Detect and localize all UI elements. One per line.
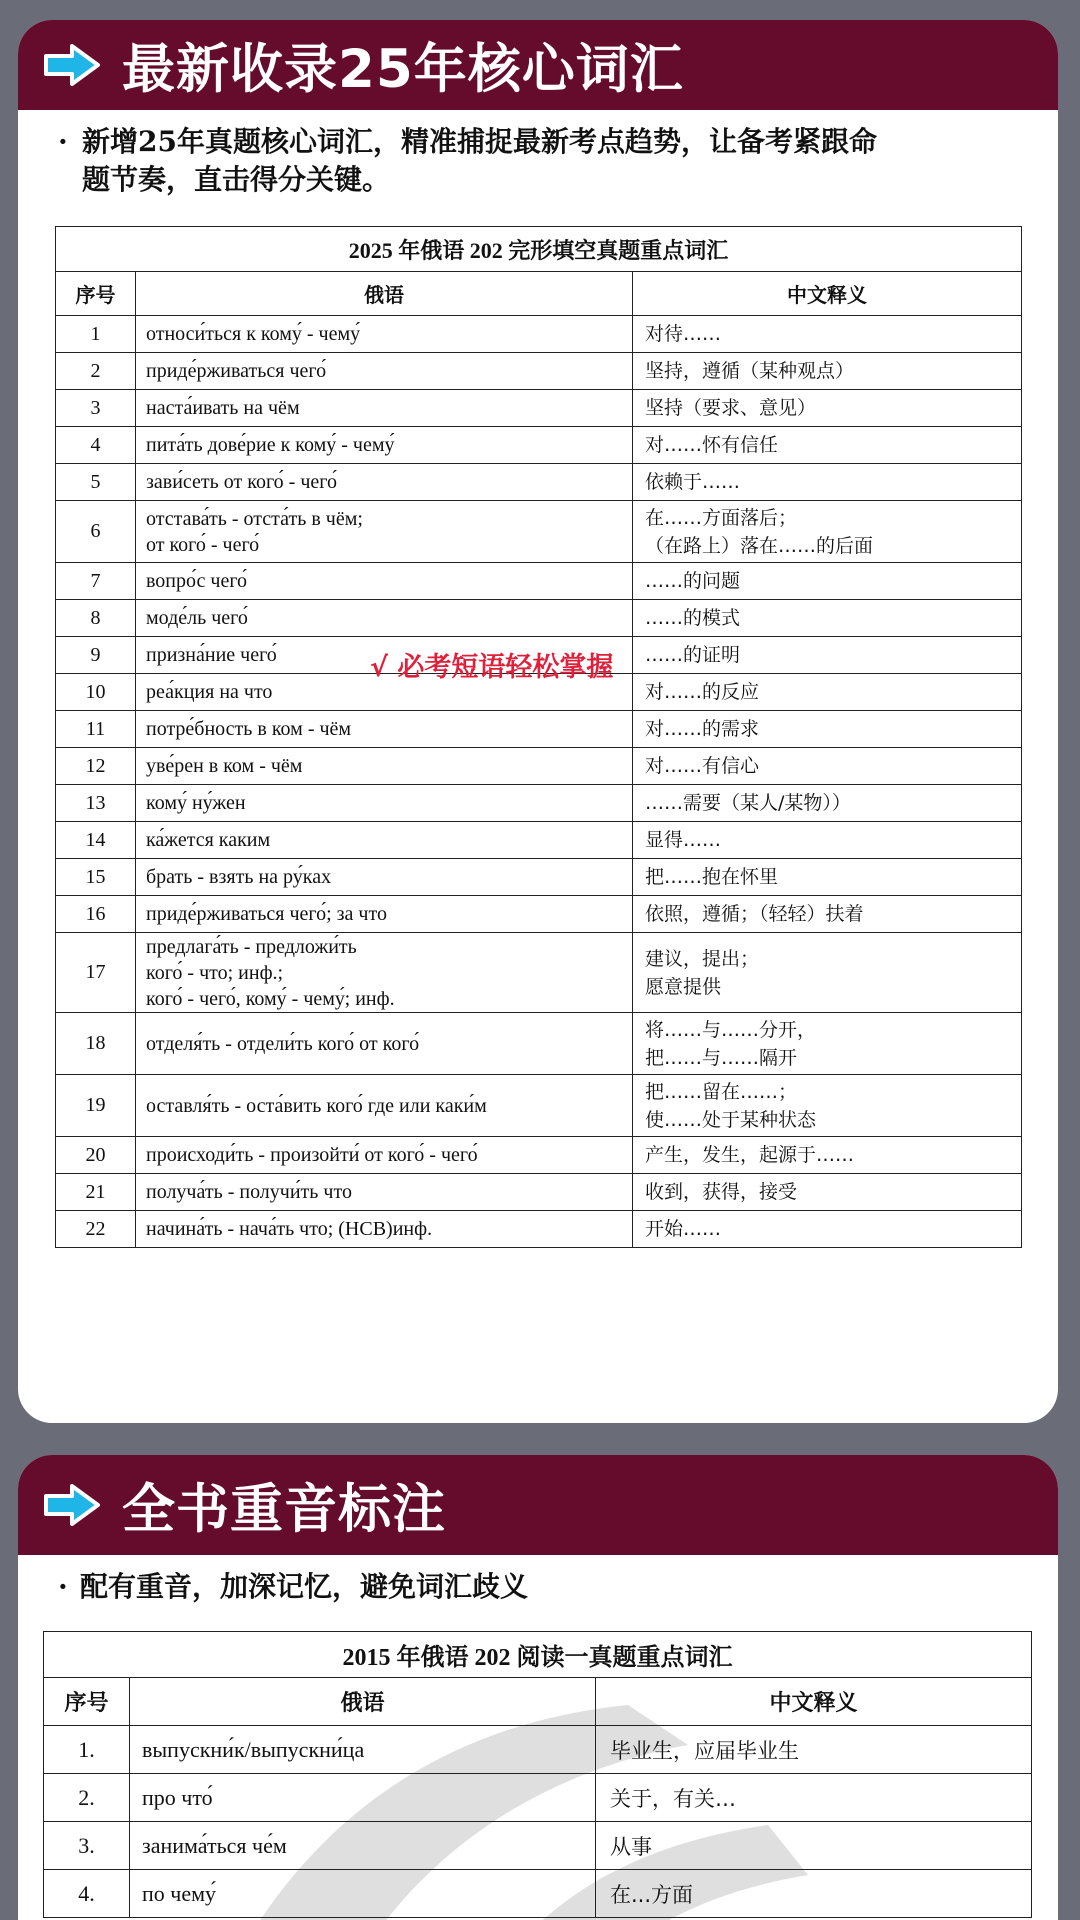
chinese-meaning: 坚持（要求、意见）	[633, 390, 1022, 427]
section-card-core-vocab	[18, 20, 1058, 1423]
row-number: 19	[56, 1075, 136, 1137]
row-number: 10	[56, 674, 136, 711]
row-number: 14	[56, 822, 136, 859]
table-row	[56, 563, 1022, 600]
russian-term: приде́рживаться чего́; за что	[136, 896, 633, 933]
chinese-meaning: 依照，遵循；（轻轻）扶着	[633, 896, 1022, 933]
chinese-meaning: 对待……	[633, 316, 1022, 353]
row-number: 4.	[44, 1870, 130, 1918]
chinese-meaning: 关于，有关…	[596, 1774, 1032, 1822]
russian-term: оставля́ть - оста́вить кого́ где или каки́м	[136, 1075, 633, 1137]
vocab-table-2015	[43, 1631, 1032, 1918]
russian-term: брать - взять на ру́ках	[136, 859, 633, 896]
table-row	[56, 390, 1022, 427]
section-lead-text	[58, 1568, 1018, 1606]
russian-term: выпускни́к/выпускни́ца	[130, 1726, 596, 1774]
section-title: 全书重音标注	[122, 1479, 446, 1540]
row-number: 8	[56, 600, 136, 637]
row-number: 20	[56, 1137, 136, 1174]
chinese-meaning: 依赖于……	[633, 464, 1022, 501]
lead-line: 新增25年真题核心词汇，精准捕捉最新考点趋势，让备考紧跟命	[82, 125, 877, 158]
russian-term: призна́ние чего́	[136, 637, 633, 674]
table-row	[44, 1870, 1032, 1918]
row-number: 17	[56, 933, 136, 1013]
chinese-meaning: ……的证明	[633, 637, 1022, 674]
chinese-meaning: 开始……	[633, 1211, 1022, 1248]
table-body	[56, 316, 1022, 1248]
bullet-mark: ·	[58, 125, 68, 158]
russian-term: приде́рживаться чего́	[136, 353, 633, 390]
column-header-number: 序号	[56, 272, 136, 316]
chinese-meaning: 把……留在……； 使……处于某种状态	[633, 1075, 1022, 1137]
table-row	[56, 427, 1022, 464]
column-header-russian: 俄语	[130, 1678, 596, 1726]
table-row	[56, 896, 1022, 933]
row-number: 12	[56, 748, 136, 785]
chinese-meaning: 产生，发生，起源于……	[633, 1137, 1022, 1174]
table-row	[56, 501, 1022, 563]
chinese-meaning: 把……抱在怀里	[633, 859, 1022, 896]
vocab-table-2025	[55, 226, 1022, 1248]
row-number: 1.	[44, 1726, 130, 1774]
russian-term: относи́ться к кому́ - чему́	[136, 316, 633, 353]
chinese-meaning: 对……怀有信任	[633, 427, 1022, 464]
chinese-meaning: 在...方面	[596, 1870, 1032, 1918]
russian-term: зави́сеть от кого́ - чего́	[136, 464, 633, 501]
row-number: 2	[56, 353, 136, 390]
column-header-russian: 俄语	[136, 272, 633, 316]
table-row	[44, 1774, 1032, 1822]
table-row	[56, 1075, 1022, 1137]
row-number: 3.	[44, 1822, 130, 1870]
chinese-meaning: 建议，提出； 愿意提供	[633, 933, 1022, 1013]
highlight-stamp: √ 必考短语轻松掌握	[370, 652, 614, 683]
russian-term: кому́ ну́жен	[136, 785, 633, 822]
chinese-meaning: 显得……	[633, 822, 1022, 859]
table-row	[56, 1211, 1022, 1248]
table-caption: 2015 年俄语 202 阅读一真题重点词汇	[44, 1632, 1032, 1678]
row-number: 7	[56, 563, 136, 600]
table-row	[44, 1726, 1032, 1774]
chinese-meaning: 从事	[596, 1822, 1032, 1870]
russian-term: вопро́с чего́	[136, 563, 633, 600]
lead-line: 题节奏，直击得分关键。	[82, 163, 391, 196]
lead-line: 配有重音，加深记忆，避免词汇歧义	[80, 1570, 529, 1603]
section-lead-text	[58, 123, 1018, 199]
table-row	[56, 1137, 1022, 1174]
row-number: 16	[56, 896, 136, 933]
bullet-mark: ·	[58, 1570, 68, 1603]
table-row	[56, 353, 1022, 390]
russian-term: происходи́ть - произойти́ от кого́ - чего́	[136, 1137, 633, 1174]
russian-term: отделя́ть - отдели́ть кого́ от кого́	[136, 1013, 633, 1075]
row-number: 15	[56, 859, 136, 896]
russian-term: отстава́ть - отста́ть в чём; от кого́ - чего́	[136, 501, 633, 563]
chinese-meaning: 坚持，遵循（某种观点）	[633, 353, 1022, 390]
row-number: 21	[56, 1174, 136, 1211]
table-row	[56, 711, 1022, 748]
row-number: 6	[56, 501, 136, 563]
section-card-stress-marks	[18, 1455, 1058, 1920]
chinese-meaning: 毕业生，应届毕业生	[596, 1726, 1032, 1774]
table-row	[56, 785, 1022, 822]
russian-term: про что́	[130, 1774, 596, 1822]
table-row	[56, 859, 1022, 896]
russian-term: пита́ть дове́рие к кому́ - чему́	[136, 427, 633, 464]
row-number: 4	[56, 427, 136, 464]
column-header-chinese: 中文释义	[633, 272, 1022, 316]
row-number: 3	[56, 390, 136, 427]
arrow-right-icon	[42, 42, 102, 88]
table-row	[44, 1822, 1032, 1870]
table-row	[56, 822, 1022, 859]
russian-term: предлага́ть - предложи́ть кого́ - что; инф.; кого́ - чего́, кому́ - чему́; инф.	[136, 933, 633, 1013]
russian-term: реа́кция на что	[136, 674, 633, 711]
chinese-meaning: ……的问题	[633, 563, 1022, 600]
row-number: 13	[56, 785, 136, 822]
column-header-chinese: 中文释义	[596, 1678, 1032, 1726]
column-header-number: 序号	[44, 1678, 130, 1726]
row-number: 2.	[44, 1774, 130, 1822]
chinese-meaning: ……需要（某人/某物））	[633, 785, 1022, 822]
table-body	[44, 1726, 1032, 1918]
russian-term: ка́жется каким	[136, 822, 633, 859]
row-number: 5	[56, 464, 136, 501]
table-row	[56, 933, 1022, 1013]
section-banner	[18, 1455, 1058, 1555]
russian-term: наста́ивать на чём	[136, 390, 633, 427]
section-title: 最新收录25年核心词汇	[122, 39, 684, 100]
russian-term: уве́рен в ком - чём	[136, 748, 633, 785]
chinese-meaning: 将……与……分开， 把……与……隔开	[633, 1013, 1022, 1075]
chinese-meaning: 对……的反应	[633, 674, 1022, 711]
chinese-meaning: 在……方面落后； （在路上）落在……的后面	[633, 501, 1022, 563]
table-row	[56, 316, 1022, 353]
row-number: 18	[56, 1013, 136, 1075]
table-row	[56, 1174, 1022, 1211]
table-row	[56, 600, 1022, 637]
arrow-right-icon	[42, 1482, 102, 1528]
row-number: 9	[56, 637, 136, 674]
table-row	[56, 1013, 1022, 1075]
russian-term: занима́ться че́м	[130, 1822, 596, 1870]
table-row	[56, 464, 1022, 501]
section-banner	[18, 20, 1058, 110]
russian-term: моде́ль чего́	[136, 600, 633, 637]
row-number: 11	[56, 711, 136, 748]
russian-term: по чему́	[130, 1870, 596, 1918]
chinese-meaning: ……的模式	[633, 600, 1022, 637]
russian-term: потре́бность в ком - чём	[136, 711, 633, 748]
russian-term: начина́ть - нача́ть что; (НСВ)инф.	[136, 1211, 633, 1248]
russian-term: получа́ть - получи́ть что	[136, 1174, 633, 1211]
chinese-meaning: 对……的需求	[633, 711, 1022, 748]
row-number: 1	[56, 316, 136, 353]
row-number: 22	[56, 1211, 136, 1248]
table-caption: 2025 年俄语 202 完形填空真题重点词汇	[56, 227, 1022, 272]
table-row	[56, 748, 1022, 785]
chinese-meaning: 对……有信心	[633, 748, 1022, 785]
chinese-meaning: 收到，获得，接受	[633, 1174, 1022, 1211]
